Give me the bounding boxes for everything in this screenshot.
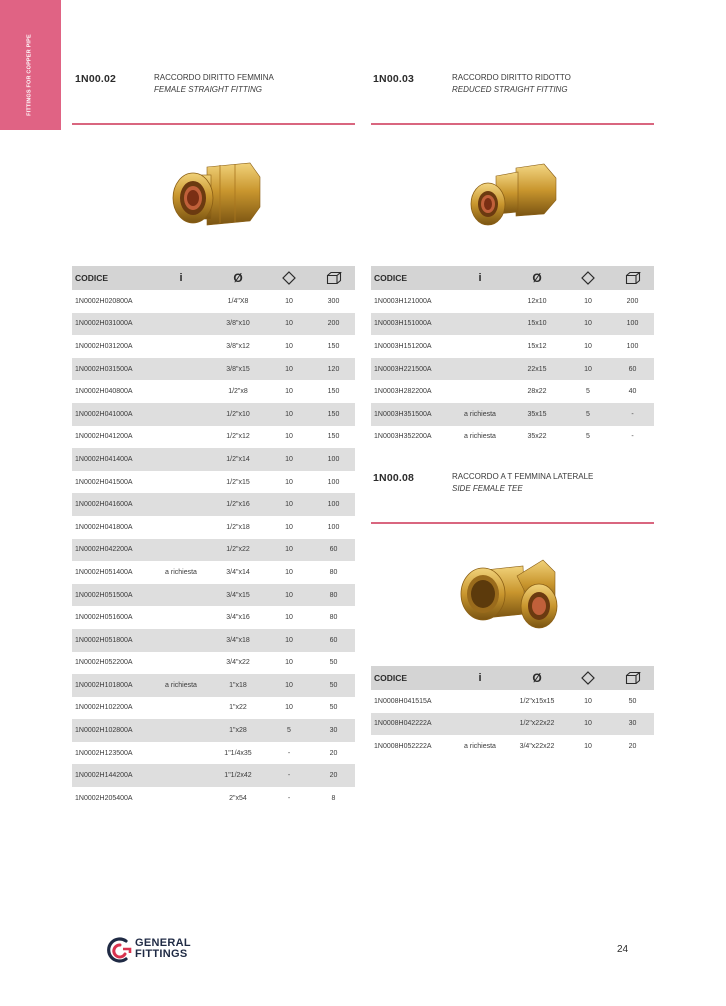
cell-availability <box>152 606 210 629</box>
table-row <box>371 380 654 403</box>
cell-pack-qty: 10 <box>285 704 293 712</box>
cell-box-qty: 50 <box>329 659 338 667</box>
cell-box-qty: 50 <box>329 704 338 712</box>
cell-availability: a richiesta <box>464 742 496 750</box>
cell-size: 1/2"x16 <box>210 493 266 516</box>
cell-pack-qty: 10 <box>266 493 312 516</box>
cell-box-qty: 300 <box>327 297 340 305</box>
diameter-icon <box>509 666 565 690</box>
section-title-en: SIDE FEMALE TEE <box>452 484 523 493</box>
cell-box-qty: 50 <box>312 674 355 697</box>
cell-pack-qty: 5 <box>586 388 590 396</box>
cell-code: 1N0002H041000A <box>72 403 152 426</box>
table-row <box>371 713 654 736</box>
cell-code: 1N0002H051800A <box>72 629 152 652</box>
cell-code: 1N0002H040800A <box>75 388 133 396</box>
cell-size: 1"x28 <box>210 719 266 742</box>
cell-availability <box>152 426 210 449</box>
cell-box-qty: 100 <box>626 342 639 350</box>
cell-box-qty: 60 <box>312 539 355 562</box>
cell-code: 1N0002H102800A <box>72 719 152 742</box>
cell-availability <box>152 403 210 426</box>
package-icon <box>565 266 611 290</box>
section-divider <box>371 123 654 125</box>
box-icon <box>312 266 355 290</box>
cell-code: 1N0003H282200A <box>374 388 432 396</box>
cell-size: 3/4"x22 <box>226 659 250 667</box>
cell-box-qty: - <box>611 403 654 426</box>
cell-pack-qty: 10 <box>266 539 312 562</box>
cell-size: 1"1/2x42 <box>210 764 266 787</box>
cell-availability <box>152 516 210 539</box>
cell-pack-qty: 10 <box>285 523 293 531</box>
cell-code: 1N0002H205400A <box>75 794 133 802</box>
cell-availability <box>451 380 509 403</box>
cell-code: 1N0002H031500A <box>72 358 152 381</box>
cell-pack-qty: 10 <box>266 403 312 426</box>
side-tab-label: FITTINGS FOR COPPER PIPE <box>26 34 33 116</box>
cell-availability <box>152 629 210 652</box>
table-row <box>72 787 355 810</box>
cell-code: 1N0003H151200A <box>374 342 432 350</box>
cell-code: 1N0002H020800A <box>75 297 133 305</box>
page-number: 24 <box>617 944 629 955</box>
cell-pack-qty: 10 <box>565 713 611 736</box>
cell-box-qty: 100 <box>327 478 340 486</box>
brand-name-line2: FITTINGS <box>135 948 188 960</box>
cell-code: 1N0002H031000A <box>72 313 152 336</box>
section-title-en: FEMALE STRAIGHT FITTING <box>154 85 263 94</box>
cell-box-qty: 80 <box>312 584 355 607</box>
cell-size: 15x12 <box>527 342 547 350</box>
section-title-it: RACCORDO DIRITTO RIDOTTO <box>452 73 571 82</box>
cell-box-qty: 200 <box>626 297 639 305</box>
cell-box-qty: 60 <box>312 629 355 652</box>
table-row <box>72 426 355 449</box>
cell-availability <box>152 539 210 562</box>
cell-box-qty: 80 <box>329 614 338 622</box>
table-row <box>72 742 355 765</box>
cell-box-qty: 20 <box>329 749 338 757</box>
cell-box-qty: 150 <box>327 433 340 441</box>
cell-box-qty: 20 <box>312 764 355 787</box>
cell-pack-qty: 10 <box>266 448 312 471</box>
cell-availability <box>152 313 210 336</box>
cell-code: 1N0002H102200A <box>75 704 133 712</box>
cell-availability <box>451 690 509 713</box>
cell-code: 1N0002H041400A <box>72 448 152 471</box>
cell-code: 1N0002H051600A <box>75 614 133 622</box>
cell-availability <box>152 697 210 720</box>
cell-availability: a richiesta <box>152 674 210 697</box>
cell-code: 1N0008H052222A <box>374 742 432 750</box>
cell-availability <box>451 335 509 358</box>
cell-size: 15x10 <box>509 313 565 336</box>
cell-box-qty: 150 <box>327 388 340 396</box>
cell-size: 3/4"x22x22 <box>519 742 555 750</box>
cell-box-qty: 150 <box>312 403 355 426</box>
cell-size: 1/2"x14 <box>210 448 266 471</box>
cell-pack-qty: 10 <box>266 313 312 336</box>
cell-pack-qty: 10 <box>285 342 293 350</box>
column-header-diameter: Ø <box>532 271 542 285</box>
product-table-1N00-02 <box>72 266 355 810</box>
cell-availability <box>451 313 509 336</box>
cell-code: 1N0002H042200A <box>72 539 152 562</box>
cell-code: 1N0002H031200A <box>75 342 133 350</box>
cell-pack-qty: 10 <box>266 629 312 652</box>
info-icon <box>152 266 210 290</box>
section-code: 1N00.02 <box>75 73 117 85</box>
cell-availability <box>152 471 210 494</box>
cell-pack-qty: 10 <box>285 478 293 486</box>
table-row <box>72 561 355 584</box>
cell-code: 1N0002H041500A <box>75 478 133 486</box>
diameter-icon <box>509 266 565 290</box>
table-row <box>371 403 654 426</box>
cell-size: 1/2"x22x22 <box>509 713 565 736</box>
cell-pack-qty: 10 <box>266 584 312 607</box>
cell-size: 1/2"x15x15 <box>519 697 555 705</box>
table-row <box>371 735 654 758</box>
female-straight-fitting-image <box>165 155 270 235</box>
column-header-code: CODICE <box>72 266 152 290</box>
table-row <box>72 697 355 720</box>
cell-box-qty: 30 <box>312 719 355 742</box>
column-header-info: i <box>478 272 482 284</box>
cell-code: 1N0003H351500A <box>371 403 451 426</box>
section-code: 1N00.08 <box>373 472 415 484</box>
table-row <box>371 335 654 358</box>
cell-availability <box>152 742 210 765</box>
table-row <box>371 358 654 381</box>
cell-availability <box>451 713 509 736</box>
cell-pack-qty: 10 <box>266 358 312 381</box>
cell-size: 3/8"x12 <box>226 342 250 350</box>
cell-box-qty: 60 <box>611 358 654 381</box>
cell-code: 1N0008H041515A <box>374 697 432 705</box>
cell-pack-qty: 10 <box>565 313 611 336</box>
cell-availability <box>152 787 210 810</box>
cell-size: 1/2"x12 <box>226 433 250 441</box>
reduced-straight-fitting-image <box>466 160 561 232</box>
cell-availability <box>152 448 210 471</box>
cell-pack-qty: 10 <box>285 388 293 396</box>
column-header-diameter: Ø <box>233 271 243 285</box>
table-row <box>371 690 654 713</box>
cell-box-qty: 100 <box>327 523 340 531</box>
section-header-1N00-08 <box>373 472 653 498</box>
cell-pack-qty: 10 <box>584 742 592 750</box>
diameter-icon <box>210 266 266 290</box>
side-female-tee-image <box>455 556 565 636</box>
cell-pack-qty: 5 <box>266 719 312 742</box>
info-icon <box>451 266 509 290</box>
cell-box-qty: - <box>631 433 634 441</box>
cell-size: 3/4"x14 <box>226 568 250 576</box>
column-header-code: CODICE <box>371 666 451 690</box>
cell-box-qty: 8 <box>331 794 336 802</box>
cell-pack-qty: 10 <box>285 297 293 305</box>
cell-box-qty: 40 <box>628 388 637 396</box>
cell-pack-qty: 10 <box>285 659 293 667</box>
cell-code: 1N0002H051500A <box>72 584 152 607</box>
cell-pack-qty: 10 <box>584 697 592 705</box>
cell-code: 1N0002H041200A <box>75 433 133 441</box>
cell-box-qty: 100 <box>312 493 355 516</box>
table-row <box>72 674 355 697</box>
cell-pack-qty: 10 <box>584 297 592 305</box>
side-category-tab <box>0 0 61 130</box>
cell-size: 3/4"x18 <box>210 629 266 652</box>
cell-box-qty: 20 <box>628 742 637 750</box>
table-row <box>72 764 355 787</box>
cell-code: 1N0003H352200A <box>374 433 432 441</box>
table-header-row <box>371 266 654 290</box>
cell-size: 3/8"x15 <box>210 358 266 381</box>
cell-box-qty: 30 <box>611 713 654 736</box>
cell-availability <box>152 493 210 516</box>
cell-availability: a richiesta <box>451 403 509 426</box>
cell-size: 1"1/4x35 <box>224 749 252 757</box>
section-title-en: REDUCED STRAIGHT FITTING <box>452 85 568 94</box>
cell-code: 1N0002H101800A <box>72 674 152 697</box>
cell-availability <box>152 584 210 607</box>
brand-name-line1: GENERAL <box>135 937 191 949</box>
cell-pack-qty: 5 <box>565 403 611 426</box>
cell-box-qty: 100 <box>611 313 654 336</box>
table-header-row <box>371 666 654 690</box>
column-header-diameter: Ø <box>532 671 542 685</box>
cell-pack-qty: 10 <box>584 342 592 350</box>
cell-code: 1N0008H042222A <box>371 713 451 736</box>
cell-box-qty: 50 <box>628 697 637 705</box>
table-row <box>72 493 355 516</box>
cell-availability <box>451 358 509 381</box>
section-title-it: RACCORDO A T FEMMINA LATERALE <box>452 472 594 481</box>
cell-pack-qty: 10 <box>266 674 312 697</box>
cell-code: 1N0002H041800A <box>75 523 133 531</box>
cell-code: 1N0002H052200A <box>75 659 133 667</box>
table-row <box>72 290 355 313</box>
section-divider <box>371 522 654 524</box>
table-row <box>72 584 355 607</box>
cell-size: 1"x18 <box>210 674 266 697</box>
cell-size: 1/4"X8 <box>227 297 249 305</box>
cell-availability <box>152 719 210 742</box>
table-row <box>72 380 355 403</box>
column-header-code: CODICE <box>371 266 451 290</box>
cell-pack-qty: 10 <box>285 614 293 622</box>
cell-size: 3/4"x16 <box>226 614 250 622</box>
cell-pack-qty: 10 <box>285 568 293 576</box>
table-header-row <box>72 266 355 290</box>
cell-size: 35x15 <box>509 403 565 426</box>
section-divider <box>72 123 355 125</box>
table-row <box>72 313 355 336</box>
column-header-info: i <box>478 672 482 684</box>
cell-code: 1N0002H123500A <box>75 749 133 757</box>
table-row <box>72 471 355 494</box>
cell-pack-qty: - <box>287 749 291 757</box>
package-icon <box>266 266 312 290</box>
table-row <box>371 313 654 336</box>
brand-logo-text <box>135 938 191 960</box>
table-row <box>72 539 355 562</box>
info-icon <box>451 666 509 690</box>
cell-size: 1"x22 <box>229 704 247 712</box>
cell-code: 1N0002H051400A <box>75 568 133 576</box>
column-header-info: i <box>179 272 183 284</box>
cell-box-qty: 200 <box>312 313 355 336</box>
cell-pack-qty: - <box>266 764 312 787</box>
table-row <box>72 358 355 381</box>
table-row <box>72 629 355 652</box>
box-icon <box>611 666 654 690</box>
cell-availability <box>152 652 210 675</box>
cell-box-qty: 150 <box>327 342 340 350</box>
section-header-1N00-03 <box>373 73 653 99</box>
cell-size: 1/2"x10 <box>210 403 266 426</box>
table-row <box>72 719 355 742</box>
package-icon <box>565 666 611 690</box>
cell-size: 28x22 <box>527 388 547 396</box>
cell-pack-qty: 10 <box>285 433 293 441</box>
cell-size: 1/2"x8 <box>228 388 248 396</box>
table-row <box>371 290 654 313</box>
cell-code: 1N0003H151000A <box>371 313 451 336</box>
table-row <box>72 652 355 675</box>
cell-size: 3/8"x10 <box>210 313 266 336</box>
cell-code: 1N0003H121000A <box>374 297 432 305</box>
cell-pack-qty: 5 <box>586 433 590 441</box>
section-code: 1N00.03 <box>373 73 415 85</box>
cell-availability <box>451 290 509 313</box>
cell-pack-qty: - <box>287 794 291 802</box>
product-table-1N00-03 <box>371 266 654 448</box>
table-row <box>72 403 355 426</box>
product-table-1N00-08 <box>371 666 654 758</box>
cell-availability <box>152 380 210 403</box>
cell-size: 35x22 <box>527 433 547 441</box>
brand-logo-icon <box>106 936 132 964</box>
cell-box-qty: 80 <box>329 568 338 576</box>
cell-availability: a richiesta <box>464 433 496 441</box>
cell-availability <box>152 764 210 787</box>
table-row <box>72 516 355 539</box>
section-header-1N00-02 <box>75 73 355 99</box>
table-row <box>72 448 355 471</box>
cell-size: 2"x54 <box>229 794 247 802</box>
box-icon <box>611 266 654 290</box>
cell-code: 1N0002H041600A <box>72 493 152 516</box>
cell-size: 1/2"x22 <box>210 539 266 562</box>
table-row <box>72 606 355 629</box>
table-row <box>371 426 654 449</box>
cell-availability <box>152 335 210 358</box>
cell-size: 1/2"x15 <box>226 478 250 486</box>
cell-pack-qty: 10 <box>565 358 611 381</box>
cell-size: 1/2"x18 <box>226 523 250 531</box>
cell-availability <box>152 290 210 313</box>
cell-size: 22x15 <box>509 358 565 381</box>
cell-code: 1N0003H221500A <box>371 358 451 381</box>
cell-code: 1N0002H144200A <box>72 764 152 787</box>
brand-logo <box>106 936 216 966</box>
table-row <box>72 335 355 358</box>
cell-box-qty: 120 <box>312 358 355 381</box>
cell-size: 3/4"x15 <box>210 584 266 607</box>
cell-availability <box>152 358 210 381</box>
section-title-it: RACCORDO DIRITTO FEMMINA <box>154 73 274 82</box>
cell-availability: a richiesta <box>165 568 197 576</box>
cell-box-qty: 100 <box>312 448 355 471</box>
cell-size: 12x10 <box>527 297 547 305</box>
